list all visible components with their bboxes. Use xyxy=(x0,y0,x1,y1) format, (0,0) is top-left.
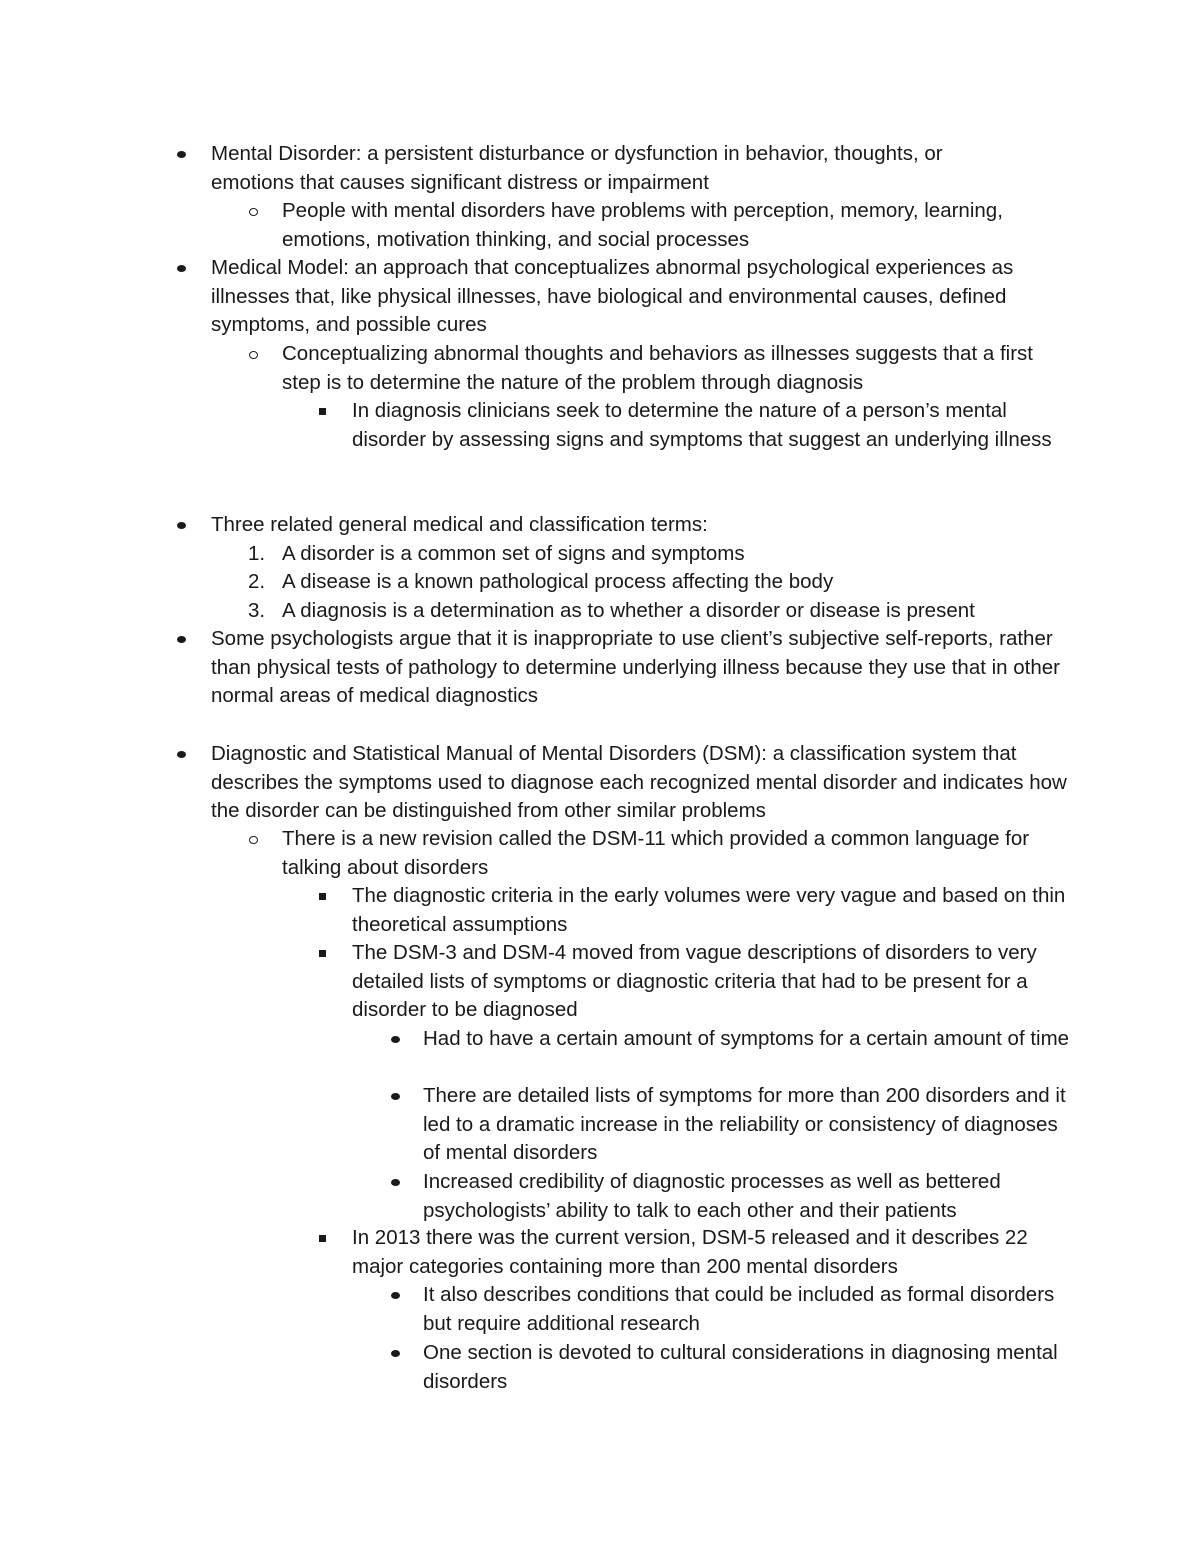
item-text: A diagnosis is a determination as to whether a disorder or disease is present xyxy=(282,599,975,622)
item-text: The diagnostic criteria in the early volumes were very vague and based on thin theoretical assumptions xyxy=(352,884,1066,936)
item-text: Mental Disorder: a persistent disturbance or dysfunction in behavior, thoughts, or emotions that causes significant distress or impairment xyxy=(211,142,943,194)
bullet-item-level1 xyxy=(211,740,1073,826)
bullet-item-level4 xyxy=(423,1025,1073,1054)
item-text: A disease is a known pathological process affecting the body xyxy=(282,570,834,593)
bullet-item-level1 xyxy=(211,140,1011,197)
item-text: The DSM-3 and DSM-4 moved from vague descriptions of disorders to very detailed lists of symptoms or diagnostic criteria that had to be present for a disorder to be diagnosed xyxy=(352,941,1037,1021)
bullet-item-level1 xyxy=(211,625,1071,711)
item-text: There is a new revision called the DSM-11 which provided a common language for talking about disorders xyxy=(282,827,1030,879)
item-text: Some psychologists argue that it is inappropriate to use client’s subjective self-reports, rather than physical tests of pathology to determine underlying illness because they use that in other normal areas of medical diagnostics xyxy=(211,627,1060,707)
bullet-item-level1 xyxy=(211,254,1071,340)
numbered-item xyxy=(248,568,1072,597)
item-text: Three related general medical and classification terms: xyxy=(211,513,708,536)
bullet-item-level2 xyxy=(282,340,1072,397)
bullet-item-level3 xyxy=(352,939,1072,1025)
bullet-item-level3 xyxy=(352,882,1072,939)
item-text: One section is devoted to cultural considerations in diagnosing mental disorders xyxy=(423,1341,1058,1393)
bullet-item-level2 xyxy=(282,197,1072,254)
item-text: People with mental disorders have problems with perception, memory, learning, emotions, motivation thinking, and social processes xyxy=(282,199,1003,251)
bullet-item-level4 xyxy=(423,1168,1073,1225)
item-number: 3. xyxy=(248,599,266,622)
item-text: It also describes conditions that could be included as formal disorders but require additional research xyxy=(423,1283,1055,1335)
bullet-item-level2 xyxy=(282,825,1072,882)
bullet-item-level4 xyxy=(423,1082,1073,1168)
item-text: A disorder is a common set of signs and symptoms xyxy=(282,542,745,565)
item-text: In diagnosis clinicians seek to determine the nature of a person’s mental disorder by assessing signs and symptoms that suggest an underlying illness xyxy=(352,399,1052,451)
bullet-item-level4 xyxy=(423,1339,1073,1396)
numbered-item xyxy=(248,597,1072,626)
bullet-item-level3 xyxy=(352,397,1072,454)
bullet-item-level4 xyxy=(423,1281,1073,1338)
item-text: In 2013 there was the current version, DSM-5 released and it describes 22 major categories containing more than 200 mental disorders xyxy=(352,1226,1028,1278)
bullet-item-level3 xyxy=(352,1224,1072,1281)
item-text: Had to have a certain amount of symptoms for a certain amount of time xyxy=(423,1027,1070,1050)
item-text: There are detailed lists of symptoms for more than 200 disorders and it led to a dramatic increase in the reliability or consistency of diagnoses of mental disorders xyxy=(423,1084,1066,1164)
item-text: Medical Model: an approach that conceptualizes abnormal psychological experiences as illnesses that, like physical illnesses, have biological and environmental causes, defined symptoms, and possible cures xyxy=(211,256,1014,336)
bullet-item-level1 xyxy=(211,511,1071,540)
numbered-item xyxy=(248,540,1072,569)
item-text: Increased credibility of diagnostic processes as well as bettered psychologists’ ability to talk to each other and their patients xyxy=(423,1170,1001,1222)
item-text: Conceptualizing abnormal thoughts and behaviors as illnesses suggests that a first step is to determine the nature of the problem through diagnosis xyxy=(282,342,1033,394)
item-number: 1. xyxy=(248,542,266,565)
item-number: 2. xyxy=(248,570,266,593)
item-text: Diagnostic and Statistical Manual of Mental Disorders (DSM): a classification system that describes the symptoms used to diagnose each recognized mental disorder and indicates how the disorder can be distinguished from other similar problems xyxy=(211,742,1067,822)
